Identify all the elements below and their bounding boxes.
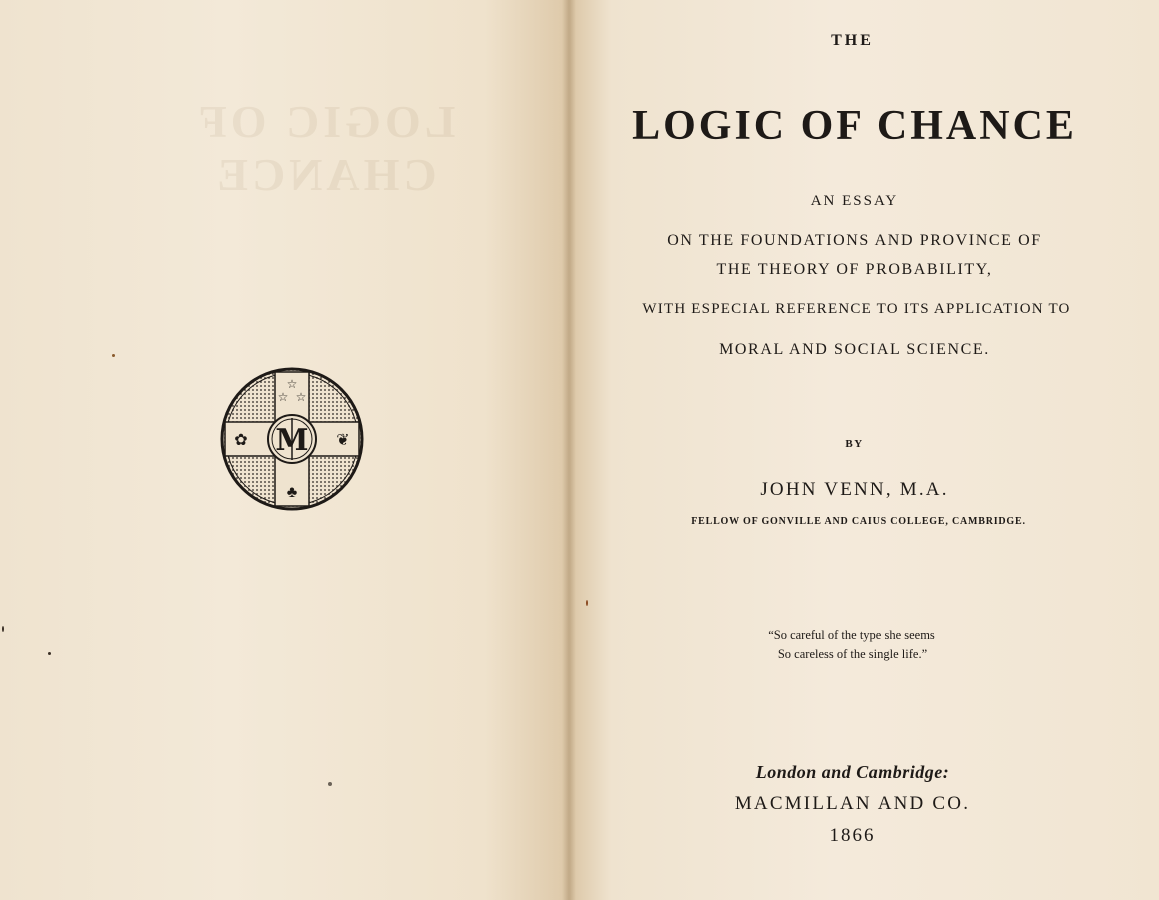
svg-text:❦: ❦ [336, 432, 350, 449]
title-article: THE [831, 32, 874, 49]
paper-spot [328, 782, 332, 786]
subtitle-line: MORAL AND SOCIAL SCIENCE. [719, 341, 990, 358]
svg-text:☆: ☆ [295, 390, 307, 404]
subtitle-line: THE THEORY OF PROBABILITY, [716, 261, 993, 278]
book-title: LOGIC OF CHANCE [632, 103, 1077, 149]
subtitle-line: ON THE FOUNDATIONS AND PROVINCE OF [667, 232, 1042, 249]
svg-text:☆: ☆ [277, 390, 289, 404]
imprint-year: 1866 [829, 825, 876, 846]
imprint-place: London and Cambridge: [755, 762, 950, 782]
svg-text:☆: ☆ [286, 377, 298, 391]
book-gutter [562, 0, 576, 900]
paper-spot [586, 600, 588, 606]
imprint-publisher: MACMILLAN AND CO. [734, 793, 971, 814]
epigraph-line: “So careful of the type she seems [768, 628, 935, 642]
author-name: JOHN VENN, M.A. [760, 479, 949, 500]
author-affiliation: FELLOW OF GONVILLE AND CAIUS COLLEGE, CAMBRIDGE. [691, 516, 1026, 527]
title-page [570, 0, 1159, 900]
svg-text:✿: ✿ [234, 432, 248, 449]
paper-spot [2, 626, 4, 632]
by-label: BY [845, 438, 864, 450]
show-through-text: LOGIC OF CHANCE [194, 96, 456, 200]
left-page [0, 0, 570, 900]
epigraph-line: So careless of the single life.” [777, 647, 928, 661]
paper-spot [112, 354, 115, 357]
subtitle-line: WITH ESPECIAL REFERENCE TO ITS APPLICATION TO [642, 301, 1071, 317]
publisher-emblem [219, 364, 365, 514]
subtitle-line: AN ESSAY [810, 193, 899, 209]
svg-text:M: M [275, 423, 309, 458]
svg-text:♣: ♣ [286, 484, 298, 501]
paper-spot [48, 652, 51, 655]
